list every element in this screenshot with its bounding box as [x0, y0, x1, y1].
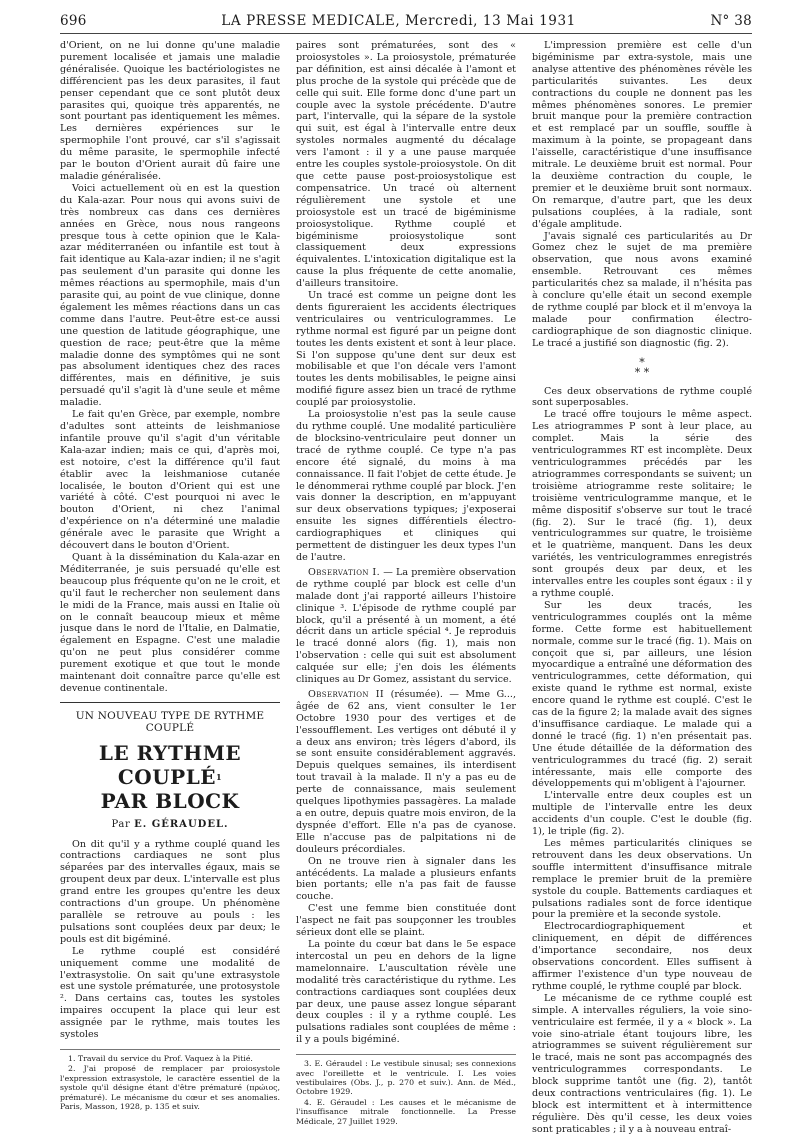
section-asterism: * * *	[634, 355, 650, 379]
footnote: 3. E. Géraudel : Le vestibule sinusal; ses connexions avec l'oreillette et le ventricule. I. Les voies vestibulaires (Obs. J., p. 270 et suiv.). Ann. de Méd., Octobre 1929.	[296, 1059, 516, 1097]
paragraph: paires sont prématurées, sont des « proiosystoles ». La proiosystole, prématurée par définition, est ainsi décalée à l'amont et plus proche de la systole qui précède que de celle qui suit. Elle forme donc d'une part un couple avec la systole précédente. D'autre part, l'intervalle, qui la sépare de la systole qui suit, est égal à l'intervalle entre deux systoles normales augmenté du décalage vers l'amont : il y a une pause marquée entre les couples systole-proiosystole. On dit que cette pause post-proiosystolique est compensatrice. Un tracé où alternent régulièrement une systole et une proiosystole est un tracé de bigéminisme proiosystolique. Rythme couplé et bigéminisme proiosystolique sont classiquement deux expressions équivalentes. L'intoxication digitalique est la cause la plus fréquente de cette anomalie, d'ailleurs transitoire.	[296, 40, 516, 290]
page-number: 696	[60, 13, 87, 29]
footnotes	[60, 1049, 280, 1111]
byline-par: Par	[111, 818, 131, 830]
title-line-1: LE RYTHME COUPLÉ	[98, 740, 242, 789]
paragraph: La pointe du cœur bat dans le 5e espace intercostal un peu en dehors de la ligne mamelonnaire. L'auscultation révèle une modalité très caractéristique du rythme. Les contractions cardiaques sont couplées deux par deux, une pause assez longue séparant deux couples : il y a rythme couplé. Les pulsations radiales sont couplées de même : il y a pouls bigéminé.	[296, 938, 516, 1046]
paragraph: d'Orient, on ne lui donne qu'une maladie purement localisée et jamais une maladie généralisée. Quoique les bactériologistes ne différencient pas les deux parasites, il faut penser cependant que ce sont plutôt deux parasites qui, quoique très apparentés, ne sont pourtant pas identiquement les mêmes. Les dernières expériences sur le spermophile l'ont prouvé, car s'il s'agissait du même parasite, le spermophile infecté par le bouton d'Orient aurait dû faire une maladie généralisée.	[60, 40, 280, 182]
paragraph: Un tracé est comme un peigne dont les dents figureraient les accidents électriques ventriculaires ou ventriculogrammes. Le rythme normal est figuré par un peigne dont toutes les dents existent et sont à leur place. Si l'on suppose qu'une dent sur deux est mobilisable et que l'on décale vers l'amont toutes les dents mobilisables, le peigne ainsi modifié figure assez bien un tracé de rythme couplé par proiosystolie.	[296, 290, 516, 409]
paragraph: C'est une femme bien constituée dont l'aspect ne fait pas soupçonner les troubles sérieux dont elle se plaint.	[296, 903, 516, 939]
text-columns	[60, 40, 752, 1136]
column-2	[296, 40, 516, 1136]
paragraph: La proiosystolie n'est pas la seule cause du rythme couplé. Une modalité particulière de blocksino-ventriculaire peut donner un tracé de rythme couplé. Ce type n'a pas encore été signalé, du moins à ma connaissance. Il fait l'objet de cette étude. Je le dénommerai rythme couplé par block. J'en vais donner la description, en m'appuyant sur deux observations typiques; j'exposerai ensuite les signes différentiels électro-cardiographiques et cliniques qui permettent de distinguer les deux types l'un de l'autre.	[296, 409, 516, 563]
observation-label: Observation I.	[308, 566, 381, 578]
paragraph: On dit qu'il y a rythme couplé quand les contractions cardiaques ne sont plus séparées par des intervalles égaux, mais se groupent deux par deux. L'intervalle est plus grand entre les groupes qu'entre les deux contractions d'un groupe. Un phénomène parallèle se retrouve au pouls : les pulsations sont couplées deux par deux; le pouls est dit bigéminé.	[60, 838, 280, 945]
running-header	[60, 13, 752, 34]
observation-text: — La première observation de rythme couplé par block est celle d'un malade dont j'ai rapporté ailleurs l'histoire clinique ³. L'épisode de rythme couplé par block, qu'il a présenté à un moment, a été décrit dans un article spécial ⁴. Je reproduis le tracé donné alors (fig. 1), mais non l'observation : celle qui suit est absolument calquée sur elle; j'en dois les éléments cliniques au Dr Gomez, assistant du service.	[296, 566, 516, 686]
paragraph: J'avais signalé ces particularités au Dr Gomez chez le sujet de ma première observation, que nous avons examiné ensemble. Retrouvant ces mêmes particularités chez sa malade, il n'hésita pas à conclure qu'elle était un second exemple de rythme couplé par block et il m'envoya la malade pour confirmation électro-cardiographique de son diagnostic clinique. Le tracé a justifié son diagnostic (fig. 2).	[532, 230, 752, 349]
paragraph: Le fait qu'en Grèce, par exemple, nombre d'adultes sont atteints de leishmaniose infantile prouve qu'il s'agit d'un véritable Kala-azar indien; mais ce qui, d'après moi, est notoire, c'est la différence qu'il faut établir avec la leishmaniose cutanée localisée, le bouton d'Orient qui est une variété à côté. C'est pourquoi ni avec le bouton d'Orient, ni chez l'animal d'expérience on n'a déterminé une maladie générale avec le parasite que Wright a découvert dans le bouton d'Orient.	[60, 409, 280, 552]
byline	[60, 819, 280, 831]
article-kicker: UN NOUVEAU TYPE DE RYTHME COUPLÉ	[75, 709, 265, 734]
paragraph: Le rythme couplé est considéré uniquement comme une modalité de l'extrasystolie. On sait qu'une extrasystole est une systole prématurée, une protosystole ². Dans certains cas, toutes les systoles impaires occupent la place qui leur est assignée par le rythme, mais toutes les systoles	[60, 945, 280, 1041]
paragraph: Sur les deux tracés, les ventriculogrammes couplés ont la même forme. Cette forme est habituellement normale, comme sur le tracé (fig. 1). Mais on conçoit que si, par ailleurs, une lésion myocardique a entraîné une déformation des ventriculogrammes, cette déformation, qui existe quand le rythme est normal, existe encore quand le rythme est couplé. C'est le cas de la figure 2; la malade avait des signes d'insuffisance cardiaque. Le malade qui a donné le tracé (fig. 1) n'en présentait pas. Une étude détaillée de la déformation des ventriculogrammes du tracé (fig. 2) serait intéressante, mais elle comporte des développements qui m'obligent à l'ajourner.	[532, 599, 752, 790]
paragraph: L'impression première est celle d'un bigéminisme par extra-systole, mais une analyse attentive des phénomènes révèle les particularités suivantes. Les deux contractions du couple ne donnent pas les mêmes phénomènes sonores. Le premier bruit manque pour la première contraction et est remplacé par un souffle, souffle à maximum à la pointe, se propageant dans l'aisselle, caractéristique d'une insuffisance mitrale. Le deuxième bruit est normal. Pour la deuxième contraction du couple, le premier et le deuxième bruit sont normaux. On remarque, d'autre part, que les deux pulsations couplées, à la radiale, sont d'égale amplitude.	[532, 40, 752, 230]
paragraph: Le mécanisme de ce rythme couplé est simple. A intervalles réguliers, la voie sino-ventriculaire est fermée, il y a « block ». La voie sino-atriale étant toujours libre, les atriogrammes se suivent régulièrement sur le tracé, mais ne sont pas accompagnés des ventriculogrammes correspondants. Le block supprime tantôt une (fig. 2), tantôt deux contractions ventriculaires (fig. 1). Le block est intermittent et à intermittence régulière. Dès qu'il cesse, les deux voies sont praticables ; il y a à nouveau entraî-	[532, 992, 752, 1135]
section-divider	[60, 702, 280, 703]
paragraph: Quant à la dissémination du Kala-azar en Méditerranée, je suis persuadé qu'elle est beaucoup plus fréquente qu'on ne le croit, et qu'il faut le rechercher non seulement dans le midi de la France, mais aussi en Italie où on le connaît beaucoup mieux et même jusque dans le nord de l'Italie, en Dalmatie, également en Espagne. C'est une maladie qu'on ne peut plus considérer comme purement exotique et que tout le monde maintenant doit connaître parce qu'elle est devenue continentale.	[60, 551, 280, 694]
author-name: E. GÉRAUDEL.	[134, 818, 229, 830]
paragraph: Electrocardiographiquement et cliniquement, en dépit de différences d'importance secondaire, nos deux observations concordent. Elles suffisent à affirmer l'existence d'un type nouveau de rythme couplé, le rythme couplé par block.	[532, 921, 752, 992]
column-1	[60, 40, 280, 1136]
paragraph: Ces deux observations de rythme couplé sont superposables.	[532, 385, 752, 409]
observation-2	[296, 689, 516, 856]
column-3	[532, 40, 752, 1136]
article-title	[60, 741, 280, 813]
paragraph: On ne trouve rien à signaler dans les antécédents. La malade a plusieurs enfants bien portants; elle n'a pas fait de fausse couche.	[296, 855, 516, 903]
paragraph: Voici actuellement où en est la question du Kala-azar. Pour nous qui avons suivi de très nombreux cas dans ces dernières années en Grèce, nous nous rangeons presque tous à cette opinion que le Kala-azar méditerranéen ou infantile est tout à fait identique au Kala-azar indien; il ne s'agit pas seulement d'un parasite qui donne les mêmes réactions au spermophile, mais d'un parasite qui, au point de vue clinique, donne également les mêmes réactions dans un cas comme dans l'autre. Peut-être est-ce aussi une question de latitude géographique, une question de race; peut-être que la même maladie donne des symptômes qui ne sont pas absolument identiques chez des races différentes, mais en définitive, je suis persuadé qu'il s'agit là d'une seule et même maladie.	[60, 182, 280, 409]
paragraph: L'intervalle entre deux couples est un multiple de l'intervalle entre les deux accidents d'un couple. C'est le double (fig. 1), le triple (fig. 2).	[532, 790, 752, 838]
title-line-2: PAR BLOCK	[100, 788, 240, 813]
title-footnote-mark: 1	[216, 771, 223, 782]
footnote: 1. Travail du service du Prof. Vaquez à la Pitié.	[68, 1053, 253, 1063]
observation-1	[296, 567, 516, 686]
footnote: 4. E. Géraudel : Les causes et le mécanisme de l'insuffisance mitrale fonctionnelle. La Presse Médicale, 27 Juillet 1929.	[296, 1097, 516, 1126]
observation-text: (résumée). — Mme G..., âgée de 62 ans, vient consulter le 1er Octobre 1930 pour des vertiges et de l'essoufflement. Les vertiges ont débuté il y a deux ans environ; très légers d'abord, ils se sont ensuite considérablement aggravés. Depuis quelques semaines, ils interdisent tout travail à la malade. Il n'y a pas eu de perte de connaissance, mais seulement quelques lipothymies passagères. La malade a en outre, depuis quatre mois environ, de la dyspnée d'effort. Elle n'a pas de cyanose. Elle n'accuse pas de palpitations ni de douleurs précordiales.	[296, 688, 516, 855]
observation-label: Observation II	[308, 688, 385, 700]
footnote: 2. J'ai proposé de remplacer par proiosystole l'expression extrasystole, le caractère essentiel de la systole qu'il désigne étant d'être prématuré (πρώιος, prématuré). Le mécanisme du cœur et ses anomalies. Paris, Masson, 1928, p. 135 et suiv.	[60, 1064, 280, 1111]
journal-title: LA PRESSE MEDICALE, Mercredi, 13 Mai 1931	[221, 13, 576, 29]
paragraph: Le tracé offre toujours le même aspect. Les atriogrammes P sont à leur place, au complet. Mais la série des ventriculogrammes RT est incomplète. Deux ventriculogrammes précédés par les atriogrammes correspondants se suivent; un troisième atriogramme reste solitaire; le troisième ventriculogramme manque, et le même dispositif s'observe sur tout le tracé (fig. 2). Sur le tracé (fig. 1), deux ventriculogrammes sur quatre, le troisième et le quatrième, manquent. Dans les deux variétés, les ventriculogrammes enregistrés sont groupés deux par deux, et les intervalles entre les couples sont égaux : il y a rythme couplé.	[532, 409, 752, 599]
footnotes	[296, 1054, 516, 1126]
issue-number: N° 38	[710, 13, 752, 29]
paragraph: Les mêmes particularités cliniques se retrouvent dans les deux observations. Un souffle intermittent d'insuffisance mitrale remplace le premier bruit de la première systole du couple. Battements cardiaques et pulsations radiales sont de force identique pour la première et la seconde systole.	[532, 838, 752, 921]
